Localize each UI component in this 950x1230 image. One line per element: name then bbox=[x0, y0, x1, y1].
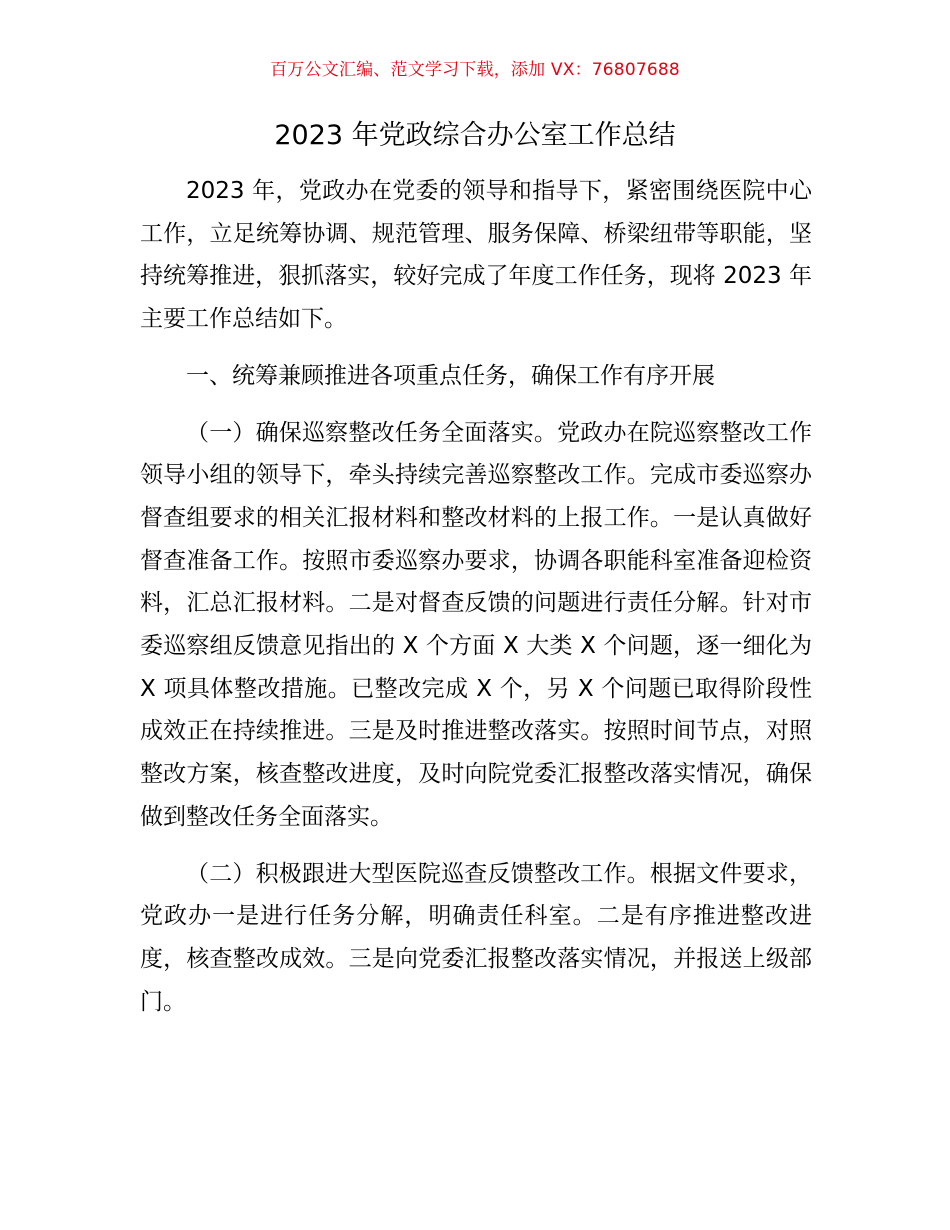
document-title: 2023 年党政综合办公室工作总结 bbox=[274, 120, 676, 151]
subsection-paragraph-2: （二）积极跟进大型医院巡查反馈整改工作。根据文件要求，党政办一是进行任务分解，明确责任科室。二是有序推进整改进度，核查整改成效。三是向党委汇报整改落实情况，并报送上级部门。 bbox=[140, 860, 812, 1015]
intro-paragraph: 2023 年，党政办在党委的领导和指导下，紧密围绕医院中心工作，立足统筹协调、规范管理、服务保障、桥梁纽带等职能，坚持统筹推进，狠抓落实，较好完成了年度工作任务，现将 2023 年主要工作总结如下。 bbox=[140, 178, 812, 333]
header-watermark-note: 百万公文汇编、范文学习下载，添加 VX：76807688 bbox=[270, 60, 680, 80]
section-heading-1: 一、统筹兼顾推进各项重点任务，确保工作有序开展 bbox=[186, 362, 715, 389]
document-body bbox=[140, 170, 812, 1023]
subsection-paragraph-1: （一）确保巡察整改任务全面落实。党政办在院巡察整改工作领导小组的领导下，牵头持续完善巡察整改工作。完成市委巡察办督查组要求的相关汇报材料和整改材料的上报工作。一是认真做好督查准备工作。按照市委巡察办要求，协调各职能科室准备迎检资料，汇总汇报材料。二是对督查反馈的问题进行责任分解。针对市委巡察组反馈意见指出的 X 个方面 X 大类 X 个问题，逐一细化为 X 项具体整改措施。已整改完成 X 个，另 X 个问题已取得阶段性成效正在持续推进。三是及时推进整改落实。按照时间节点，对照整改方案，核查整改进度，及时向院党委汇报整改落实情况，确保做到整改任务全面落实。 bbox=[140, 419, 812, 830]
